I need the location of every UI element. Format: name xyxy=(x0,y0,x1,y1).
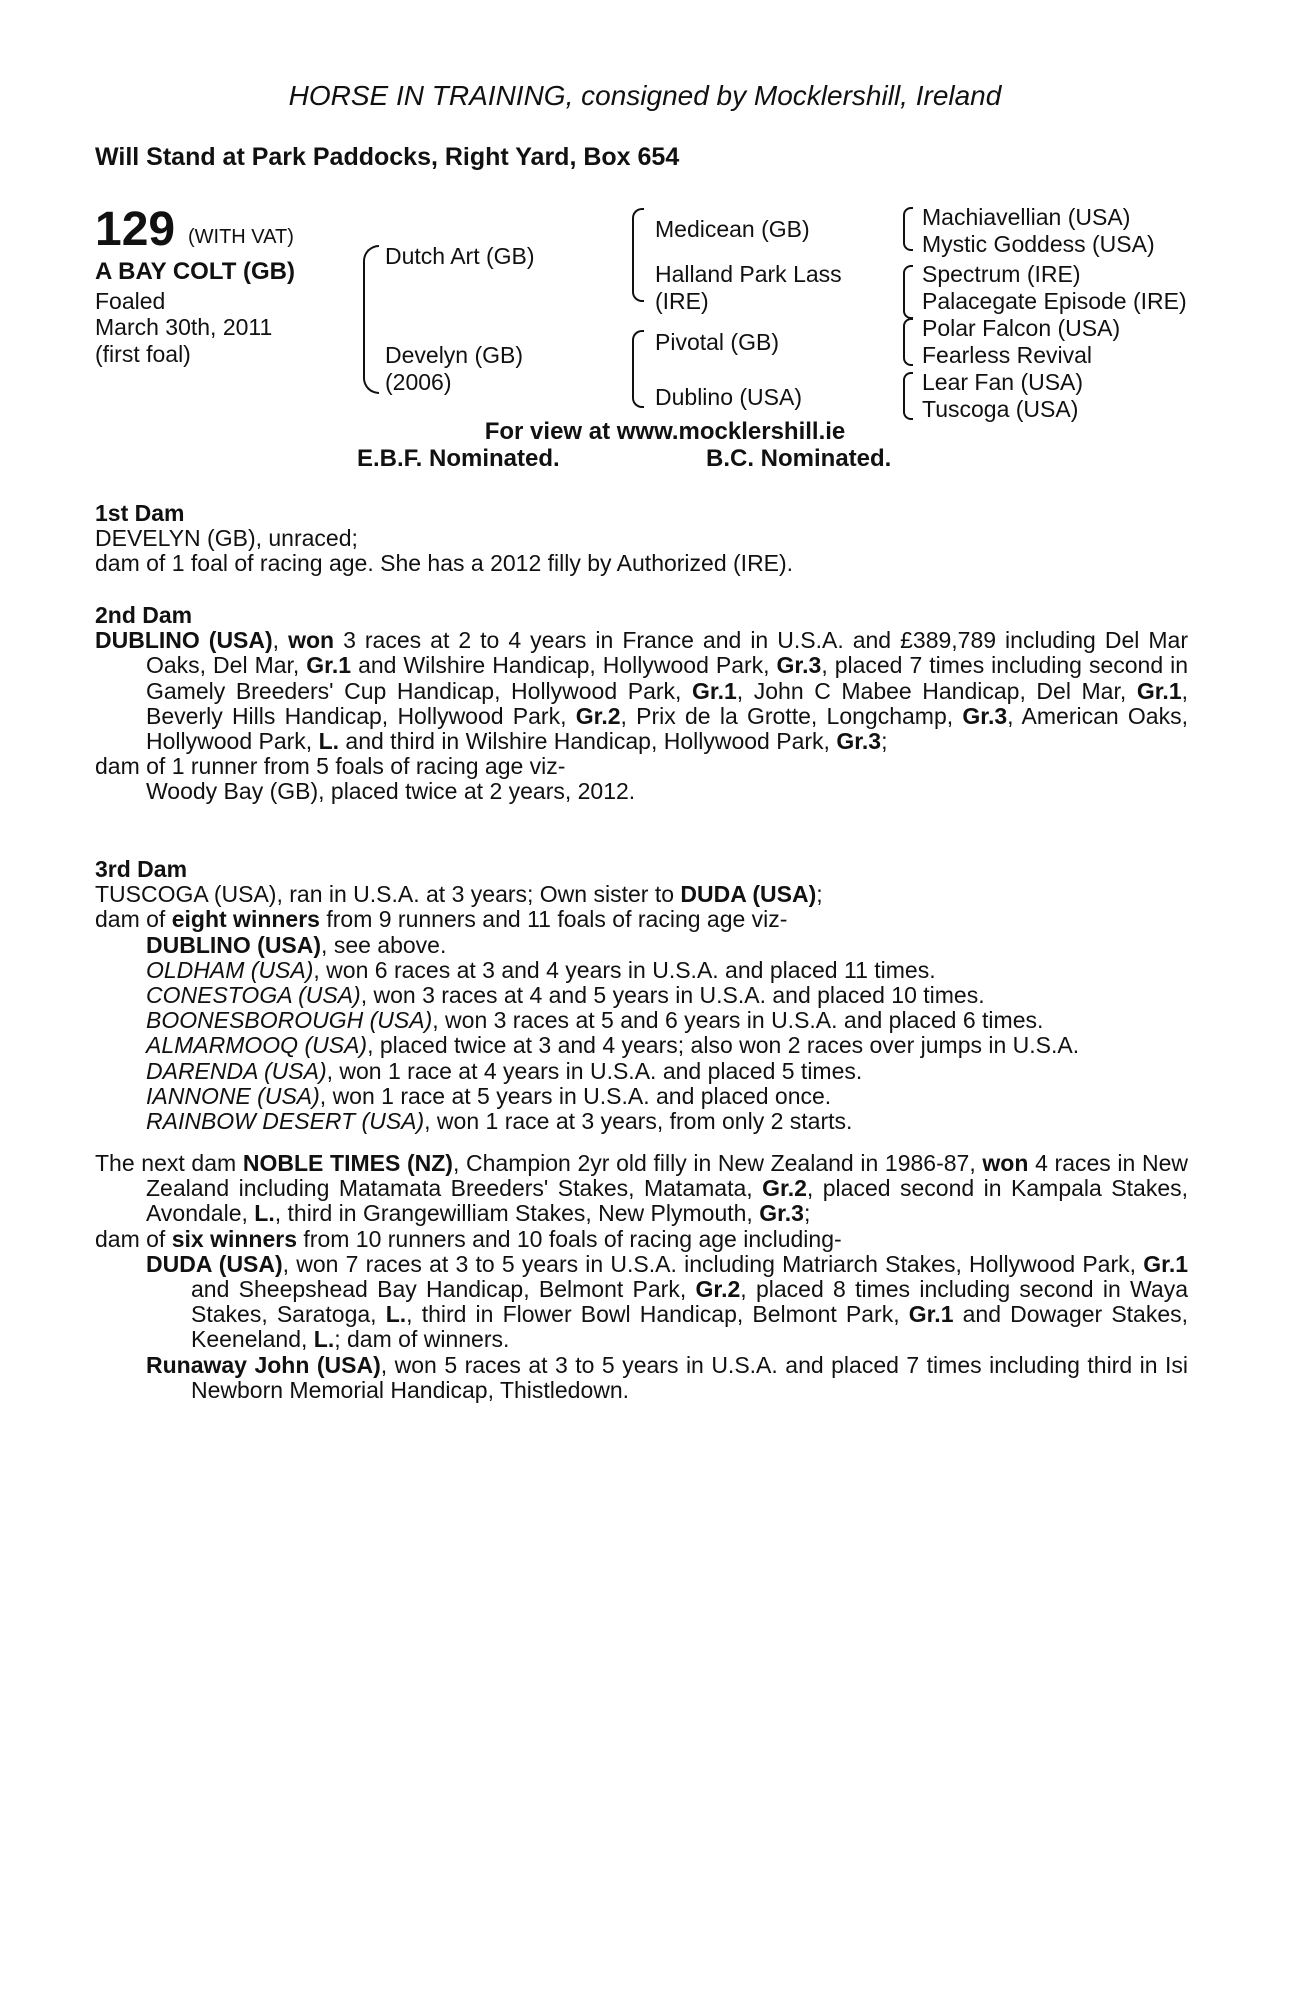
next-dam-winner-runaway-john: Runaway John (USA), won 5 races at 3 to 5 years in U.S.A. and placed 7 times including third in Isi Newborn Memorial Handicap, Thistledown. xyxy=(146,1351,1188,1403)
second-dam-produce: dam of 1 runner from 5 foals of racing age viz- xyxy=(95,753,566,780)
lot-number: 129 xyxy=(95,203,176,256)
pedigree-sire-sire: Medicean (GB) xyxy=(655,216,810,242)
list-item: RAINBOW DESERT (USA), won 1 race at 3 years, from only 2 starts. xyxy=(146,1108,853,1135)
pedigree-sire-dam: Halland Park Lass xyxy=(655,261,842,287)
list-item: ALMARMOOQ (USA), placed twice at 3 and 4 years; also won 2 races over jumps in U.S.A. xyxy=(146,1032,1080,1059)
pedigree-gen3-5: Polar Falcon (USA) xyxy=(922,315,1121,341)
ebf-nominated: E.B.F. Nominated. xyxy=(357,445,560,472)
pedigree-gen3-2: Mystic Goddess (USA) xyxy=(922,231,1155,257)
next-dam-winner-duda: DUDA (USA), won 7 races at 3 to 5 years in U.S.A. including Matriarch Stakes, Hollywood Park, Gr.1 and Sheepshead Bay Handicap, Belmont Park, Gr.2, placed 8 times including second in Waya Stakes, Saratoga, L., third in Flower Bowl Handicap, Belmont Park, Gr.1 and Dowager Stakes, Keeneland, L.; dam of winners. xyxy=(146,1250,1189,1353)
pedigree-dam-dam: Dublino (USA) xyxy=(655,384,802,410)
second-dam-name: DUBLINO (USA) xyxy=(95,627,273,654)
first-dam-title: 1st Dam xyxy=(95,500,185,526)
lot-note: (first foal) xyxy=(95,341,191,367)
first-dam-line: DEVELYN (GB), unraced; xyxy=(95,525,358,552)
pedigree-brace-g3 xyxy=(903,318,913,366)
pedigree-gen3-4: Palacegate Episode (IRE) xyxy=(922,288,1187,314)
lot-vat: (WITH VAT) xyxy=(188,226,294,248)
second-dam-title: 2nd Dam xyxy=(95,602,193,628)
pedigree-brace-dam xyxy=(632,330,644,408)
lot-name: A BAY COLT (GB) xyxy=(95,258,296,285)
pedigree-gen3-8: Tuscoga (USA) xyxy=(922,396,1079,422)
view-link-text: For view at www.mocklershill.ie xyxy=(484,418,846,445)
pedigree-brace-g2 xyxy=(903,265,913,319)
page-title: HORSE IN TRAINING, consigned by Mocklershill, Ireland xyxy=(288,80,1002,111)
first-dam-section xyxy=(95,501,1188,577)
pedigree-brace-g1 xyxy=(903,207,913,251)
pedigree-brace-sire xyxy=(632,208,644,302)
next-dam-produce: dam of six winners from 10 runners and 10 foals of racing age including- xyxy=(95,1225,842,1252)
next-dam-section xyxy=(95,1151,1188,1403)
lot-foaled-label: Foaled xyxy=(95,288,166,314)
pedigree-brace-g4 xyxy=(903,372,913,420)
bc-nominated: B.C. Nominated. xyxy=(706,445,892,472)
pedigree-gen3-6: Fearless Revival xyxy=(922,342,1092,368)
next-dam-name: NOBLE TIMES (NZ) xyxy=(242,1150,453,1176)
list-item: OLDHAM (USA), won 6 races at 3 and 4 years in U.S.A. and placed 11 times. xyxy=(146,956,936,983)
pedigree-sire-dam-origin: (IRE) xyxy=(655,288,709,314)
next-dam-record: The next dam NOBLE TIMES (NZ), Champion 2yr old filly in New Zealand in 1986-87, won 4 races in New Zealand including Matamata Breeders' Stakes, Matamata, Gr.2, placed second in Kampala Stakes, Avondale, L., third in Grangewilliam Stakes, New Plymouth, Gr.3; xyxy=(95,1150,1189,1227)
pedigree-gen3-7: Lear Fan (USA) xyxy=(922,369,1084,395)
pedigree-dam-sire: Pivotal (GB) xyxy=(655,329,779,355)
third-dam-produce: dam of eight winners from 9 runners and 11 foals of racing age viz- xyxy=(95,906,788,933)
list-item: DARENDA (USA), won 1 race at 4 years in U.S.A. and placed 5 times. xyxy=(146,1057,863,1084)
third-dam-line: TUSCOGA (USA), ran in U.S.A. at 3 years; Own sister to DUDA (USA); xyxy=(95,881,823,908)
pedigree-dam: Develyn (GB) xyxy=(385,342,524,368)
list-item: IANNONE (USA), won 1 race at 5 years in U.S.A. and placed once. xyxy=(146,1082,832,1109)
stand-location: Will Stand at Park Paddocks, Right Yard, Box 654 xyxy=(95,143,680,171)
pedigree-dam-year: (2006) xyxy=(385,369,452,395)
pedigree-sire: Dutch Art (GB) xyxy=(385,243,535,269)
third-dam-section xyxy=(95,857,1188,1134)
second-dam-runner: Woody Bay (GB), placed twice at 2 years, 2012. xyxy=(146,778,636,805)
list-item: CONESTOGA (USA), won 3 races at 4 and 5 years in U.S.A. and placed 10 times. xyxy=(146,982,985,1009)
pedigree-gen3-3: Spectrum (IRE) xyxy=(922,261,1081,287)
second-dam-section xyxy=(95,603,1188,805)
first-dam-produce: dam of 1 foal of racing age. She has a 2012 filly by Authorized (IRE). xyxy=(95,550,794,577)
third-dam-title: 3rd Dam xyxy=(95,856,188,882)
pedigree-brace-main xyxy=(363,245,379,394)
third-dam-winner-dublino: DUBLINO (USA), see above. xyxy=(146,931,447,958)
list-item: BOONESBOROUGH (USA), won 3 races at 5 and 6 years in U.S.A. and placed 6 times. xyxy=(146,1007,1044,1034)
pedigree-gen3-1: Machiavellian (USA) xyxy=(922,204,1131,230)
second-dam-record: DUBLINO (USA), won 3 races at 2 to 4 years in France and in U.S.A. and £389,789 including Del Mar Oaks, Del Mar, Gr.1 and Wilshire Handicap, Hollywood Park, Gr.3, placed 7 times including second in Gamely Breeders' Cup Handicap, Hollywood Park, Gr.1, John C Mabee Handicap, Del Mar, Gr.1, Beverly Hills Handicap, Hollywood Park, Gr.2, Prix de la Grotte, Longchamp, Gr.3, American Oaks, Hollywood Park, L. and third in Wilshire Handicap, Hollywood Park, Gr.3; xyxy=(95,627,1189,755)
lot-foaled-date: March 30th, 2011 xyxy=(95,314,273,340)
